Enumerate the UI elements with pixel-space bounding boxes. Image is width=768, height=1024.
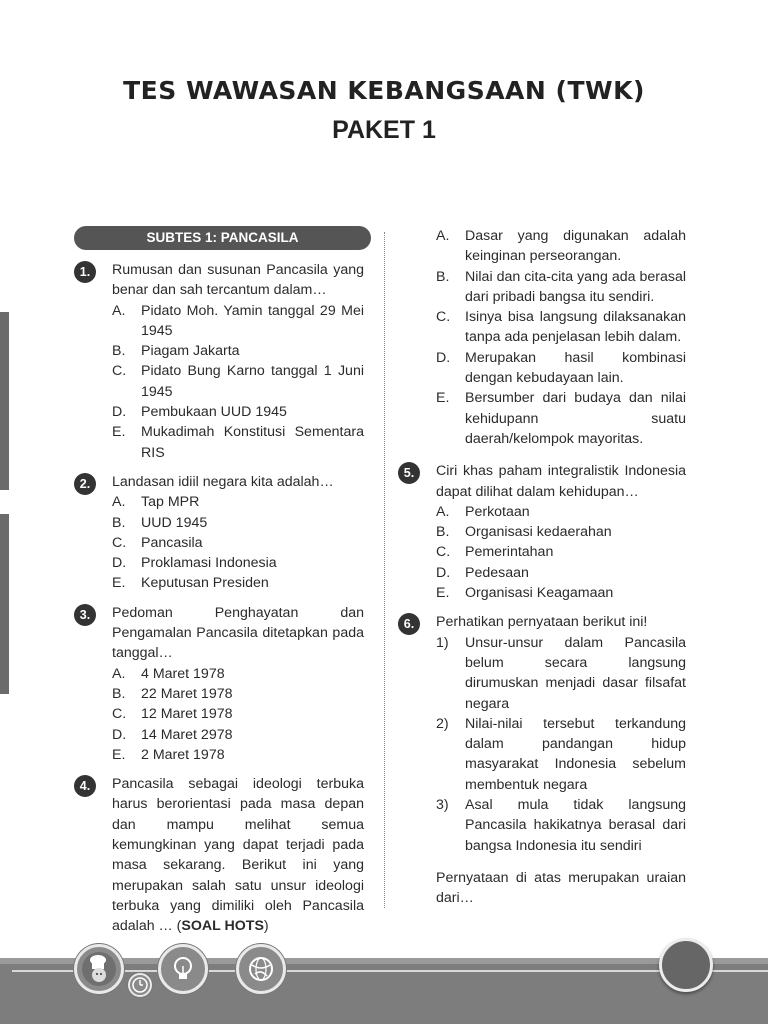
answer-option bbox=[436, 348, 686, 389]
answer-option bbox=[112, 533, 364, 553]
question-4 bbox=[74, 774, 364, 936]
option-letter: C. bbox=[436, 309, 451, 326]
option-letter: C. bbox=[436, 544, 451, 561]
side-tab-lower bbox=[0, 514, 9, 694]
question-number-badge: 5. bbox=[398, 462, 420, 484]
option-letter: D. bbox=[112, 726, 127, 743]
answer-option bbox=[112, 513, 364, 533]
answer-option bbox=[436, 502, 686, 522]
option-text: Organisasi Keagamaan bbox=[465, 585, 614, 602]
answer-option bbox=[112, 361, 364, 402]
option-text: Isinya bisa langsung dilaksanakan tanpa ada penjelasan lebih dalam. bbox=[465, 309, 686, 346]
side-tab-upper bbox=[0, 312, 9, 490]
answer-option bbox=[112, 704, 364, 724]
option-text: Dasar yang digunakan adalah keinginan perseorangan. bbox=[465, 228, 686, 265]
question-5 bbox=[398, 461, 686, 603]
question-2 bbox=[74, 472, 364, 594]
page-subtitle: PAKET 1 bbox=[332, 116, 436, 144]
option-text: 2 Maret 1978 bbox=[141, 746, 225, 763]
option-letter: C. bbox=[112, 363, 127, 380]
lightbulb-icon bbox=[158, 944, 208, 994]
option-letter: E. bbox=[112, 575, 126, 592]
option-text: 12 Maret 1978 bbox=[141, 706, 233, 723]
question-text bbox=[112, 774, 364, 936]
left-column bbox=[74, 226, 364, 946]
statement-item bbox=[436, 633, 686, 714]
option-text: Merupakan hasil kombinasi dengan kebudayaan lain. bbox=[465, 349, 686, 387]
option-letter: A. bbox=[436, 503, 450, 520]
option-letter: A. bbox=[112, 302, 126, 319]
question-text: Perhatikan pernyataan berikut ini! bbox=[436, 614, 648, 631]
option-letter: B. bbox=[436, 268, 450, 285]
option-letter: B. bbox=[436, 524, 450, 541]
question-1 bbox=[74, 260, 364, 463]
question-number-badge: 2. bbox=[74, 473, 96, 495]
statement-number: 3) bbox=[436, 797, 449, 814]
option-letter: E. bbox=[112, 424, 126, 441]
answer-option bbox=[436, 522, 686, 542]
statement-number: 1) bbox=[436, 634, 449, 651]
option-text: Nilai dan cita-cita yang ada berasal dari pribadi bangsa itu sendiri. bbox=[465, 268, 686, 305]
clock-icon bbox=[128, 973, 152, 997]
option-letter: D. bbox=[112, 555, 127, 572]
option-letter: B. bbox=[112, 685, 126, 702]
answer-option bbox=[436, 226, 686, 267]
question-text: Landasan idiil negara kita adalah… bbox=[112, 473, 334, 490]
question-number-badge: 1. bbox=[74, 261, 96, 283]
option-text: Tap MPR bbox=[141, 494, 200, 511]
page-circle bbox=[659, 938, 713, 992]
question-text: Ciri khas paham integralistik Indonesia dapat dilihat dalam kehidupan… bbox=[436, 463, 686, 500]
answer-option bbox=[436, 388, 686, 449]
question-4-options bbox=[398, 226, 686, 449]
option-text: Pidato Moh. Yamin tanggal 29 Mei 1945 bbox=[141, 302, 364, 339]
statement-text: Asal mula tidak langsung Pancasila hakikatnya berasal dari bangsa Indonesia itu sendiri bbox=[465, 797, 686, 854]
statement-item bbox=[436, 714, 686, 795]
question-text-main: Pancasila sebagai ideologi terbuka harus berorientasi pada masa depan dan mampu melihat semua kemungkinan yang dapat terjadi pada masa sekarang. Berikut ini yang merupakan salah satu unsur ideologi terbuka yang dimiliki oleh Pancasila adalah … ( bbox=[112, 776, 364, 935]
question-number-badge: 3. bbox=[74, 604, 96, 626]
question-text: Pedoman Penghayatan dan Pengamalan Pancasila ditetapkan pada tanggal… bbox=[112, 604, 364, 662]
answer-option bbox=[436, 307, 686, 348]
question-text-end: ) bbox=[263, 918, 269, 935]
chef-hat-icon bbox=[74, 944, 124, 994]
question-3 bbox=[74, 603, 364, 765]
column-divider bbox=[384, 232, 385, 908]
page-title: TES WAWASAN KEBANGSAAN (TWK) bbox=[123, 76, 645, 105]
answer-option bbox=[112, 684, 364, 704]
statement-text: Unsur-unsur dalam Pancasila belum secara langsung dirumuskan menjadi dasar filsafat negara bbox=[465, 634, 686, 712]
option-letter: A. bbox=[436, 228, 450, 244]
option-text: Pidato Bung Karno tanggal 1 Juni 1945 bbox=[141, 363, 364, 400]
option-letter: E. bbox=[436, 390, 450, 407]
subtest-label: SUBTES 1: PANCASILA bbox=[74, 226, 371, 250]
option-text: Organisasi kedaerahan bbox=[465, 524, 612, 541]
option-text: Pedesaan bbox=[465, 564, 529, 581]
option-text: 14 Maret 2978 bbox=[141, 726, 233, 743]
option-text: Keputusan Presiden bbox=[141, 575, 269, 592]
answer-option bbox=[112, 301, 364, 342]
statement-item bbox=[436, 795, 686, 856]
footer-rule bbox=[12, 970, 768, 972]
globe-icon bbox=[236, 944, 286, 994]
answer-option bbox=[112, 341, 364, 361]
option-text: Bersumber dari budaya dan nilai kehidupann suatu daerah/kelompok mayoritas. bbox=[465, 390, 686, 447]
option-letter: E. bbox=[436, 585, 450, 602]
hots-label: SOAL HOTS bbox=[181, 918, 264, 935]
option-text: Pembukaan UUD 1945 bbox=[141, 404, 287, 421]
right-column bbox=[398, 226, 686, 909]
option-text: Perkotaan bbox=[465, 503, 530, 520]
option-letter: B. bbox=[112, 343, 126, 360]
option-text: Piagam Jakarta bbox=[141, 343, 240, 360]
option-letter: D. bbox=[436, 564, 451, 581]
option-letter: C. bbox=[112, 706, 127, 723]
option-letter: A. bbox=[112, 665, 126, 682]
question-number-badge: 6. bbox=[398, 613, 420, 635]
answer-option bbox=[112, 553, 364, 573]
option-letter: E. bbox=[112, 746, 126, 763]
statement-text: Nilai-nilai tersebut terkandung dalam pandangan hidup masyarakat Indonesia sebelum membentuk negara bbox=[465, 715, 686, 793]
option-text: Proklamasi Indonesia bbox=[141, 555, 277, 572]
answer-option bbox=[436, 563, 686, 583]
option-text: 4 Maret 1978 bbox=[141, 665, 225, 682]
answer-option bbox=[112, 492, 364, 512]
option-text: Pancasila bbox=[141, 534, 203, 551]
option-letter: B. bbox=[112, 514, 126, 531]
option-text: UUD 1945 bbox=[141, 514, 208, 531]
answer-option bbox=[436, 583, 686, 603]
option-text: Mukadimah Konstitusi Sementara RIS bbox=[141, 424, 364, 461]
answer-option bbox=[112, 725, 364, 745]
answer-option bbox=[112, 745, 364, 765]
question-6-closing: Pernyataan di atas merupakan uraian dari… bbox=[436, 869, 686, 907]
answer-option bbox=[436, 267, 686, 308]
answer-option bbox=[112, 402, 364, 422]
answer-option bbox=[112, 422, 364, 463]
question-6 bbox=[398, 612, 686, 856]
option-letter: C. bbox=[112, 534, 127, 551]
answer-option bbox=[436, 542, 686, 562]
question-number-badge: 4. bbox=[74, 775, 96, 797]
option-text: Pemerintahan bbox=[465, 544, 554, 561]
answer-option bbox=[112, 573, 364, 593]
option-letter: D. bbox=[112, 404, 127, 421]
option-letter: A. bbox=[112, 494, 126, 511]
option-letter: D. bbox=[436, 349, 451, 366]
answer-option bbox=[112, 664, 364, 684]
question-text: Rumusan dan susunan Pancasila yang benar dan sah tercantum dalam… bbox=[112, 262, 364, 299]
option-text: 22 Maret 1978 bbox=[141, 685, 233, 702]
statement-number: 2) bbox=[436, 715, 449, 732]
